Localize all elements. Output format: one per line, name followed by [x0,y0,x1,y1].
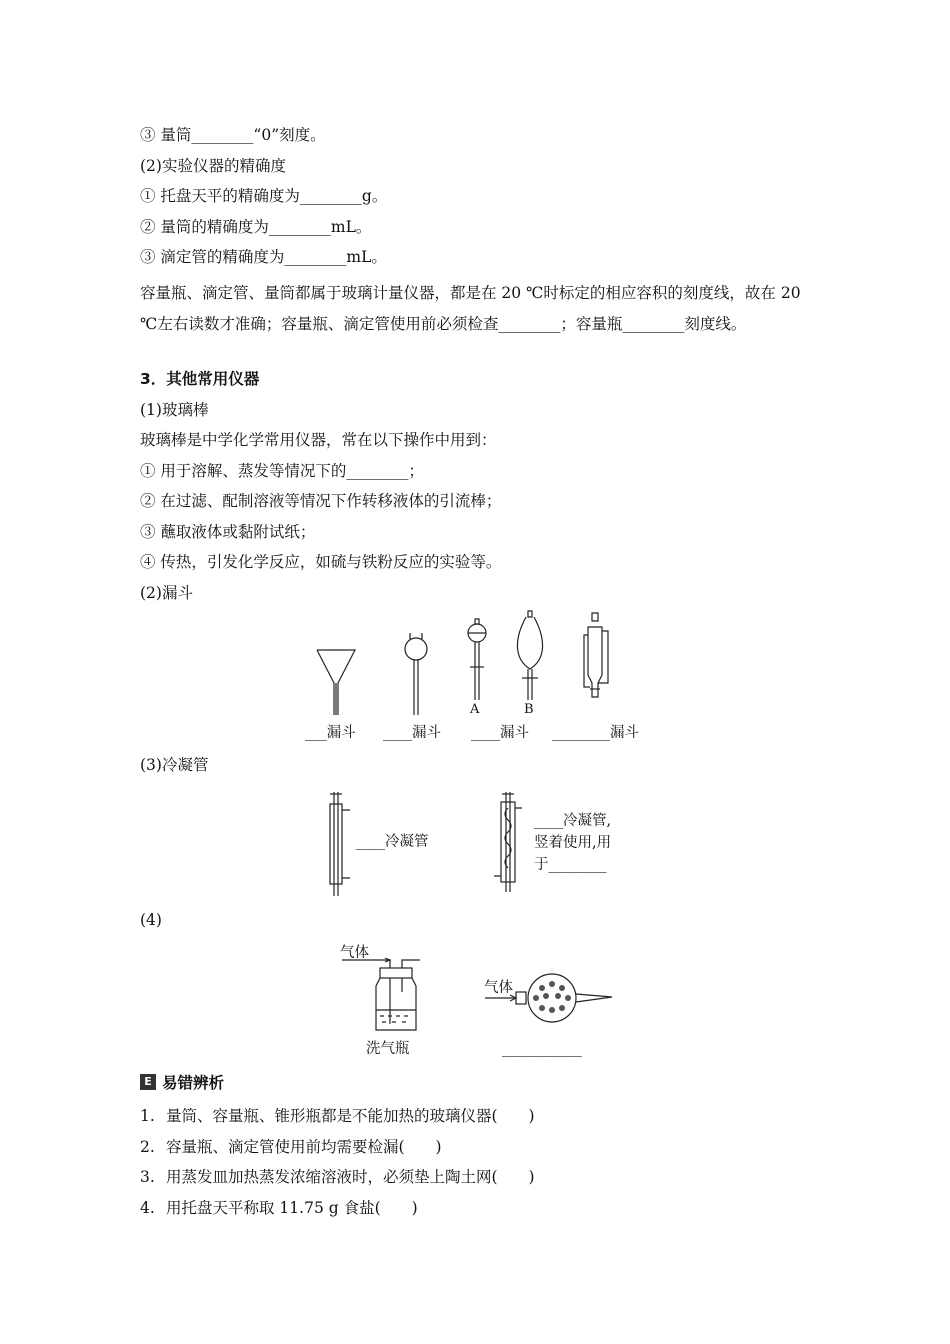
text-line: ② 量筒的精确度为________mL。 [140,218,372,236]
funnel-caption: ____漏斗 [471,725,529,741]
condenser-caption: 竖着使用,用 [534,835,612,851]
condenser-caption: ____冷凝管, [534,813,612,829]
text-line: ② 在过滤、配制溶液等情况下作转移液体的引流棒； [140,492,502,510]
text-line: ① 托盘天平的精确度为________g。 [140,187,388,205]
wash-bottle-label: 洗气瓶 [366,1041,410,1057]
section-heading: (2)漏斗 [140,584,193,602]
e-badge-icon: E [140,1074,156,1090]
text-line: ③ 量筒________“0”刻度。 [140,126,326,144]
list-item: 1. 量筒、容量瓶、锥形瓶都是不能加热的玻璃仪器( ) [140,1107,535,1125]
funnel-figure [300,605,660,720]
section-heading: (3)冷凝管 [140,756,209,774]
text-line: ④ 传热，引发化学反应，如硫与铁粉反应的实验等。 [140,553,502,571]
funnel-label-a: A [470,702,480,717]
text-line: ③ 滴定管的精确度为________mL。 [140,248,387,266]
condenser-caption: 于________ [534,857,607,873]
section-heading: (4) [140,911,162,929]
section-heading: 3．其他常用仪器 [140,370,260,388]
funnel-caption: ________漏斗 [552,725,639,741]
list-item: 2. 容量瓶、滴定管使用前均需要检漏( ) [140,1138,442,1156]
gas-label: 气体 [484,980,513,996]
section-heading: (2)实验仪器的精确度 [140,157,286,175]
funnel-caption: ___漏斗 [305,725,356,741]
list-item: 3. 用蒸发皿加热蒸发浓缩溶液时，必须垫上陶土网( ) [140,1168,535,1186]
gas-label: 气体 [340,945,369,961]
mistakes-header [140,1071,224,1093]
list-item: 4. 用托盘天平称取 11.75 g 食盐( ) [140,1199,418,1217]
section-heading: (1)玻璃棒 [140,401,209,419]
text-line: ① 用于溶解、蒸发等情况下的________； [140,462,424,480]
funnel-caption: ____漏斗 [383,725,441,741]
funnel-label-b: B [524,702,534,717]
condenser-figure [320,790,540,900]
mistakes-title: 易错辨析 [162,1074,225,1092]
text-line: ③ 蘸取液体或黏附试纸； [140,523,316,541]
text-paragraph: 容量瓶、滴定管、量筒都属于玻璃计量仪器，都是在 20 ℃时标定的相应容积的刻度线，故在 20 ℃左右读数才准确；容量瓶、滴定管使用前必须检查________；容量瓶________刻度线。 [140,284,801,333]
drying-tube-blank: ___________ [502,1041,582,1057]
text-line: 玻璃棒是中学化学常用仪器，常在以下操作中用到： [140,431,497,449]
gas-apparatus-figure [330,940,630,1040]
condenser-caption: ____冷凝管 [356,834,429,850]
